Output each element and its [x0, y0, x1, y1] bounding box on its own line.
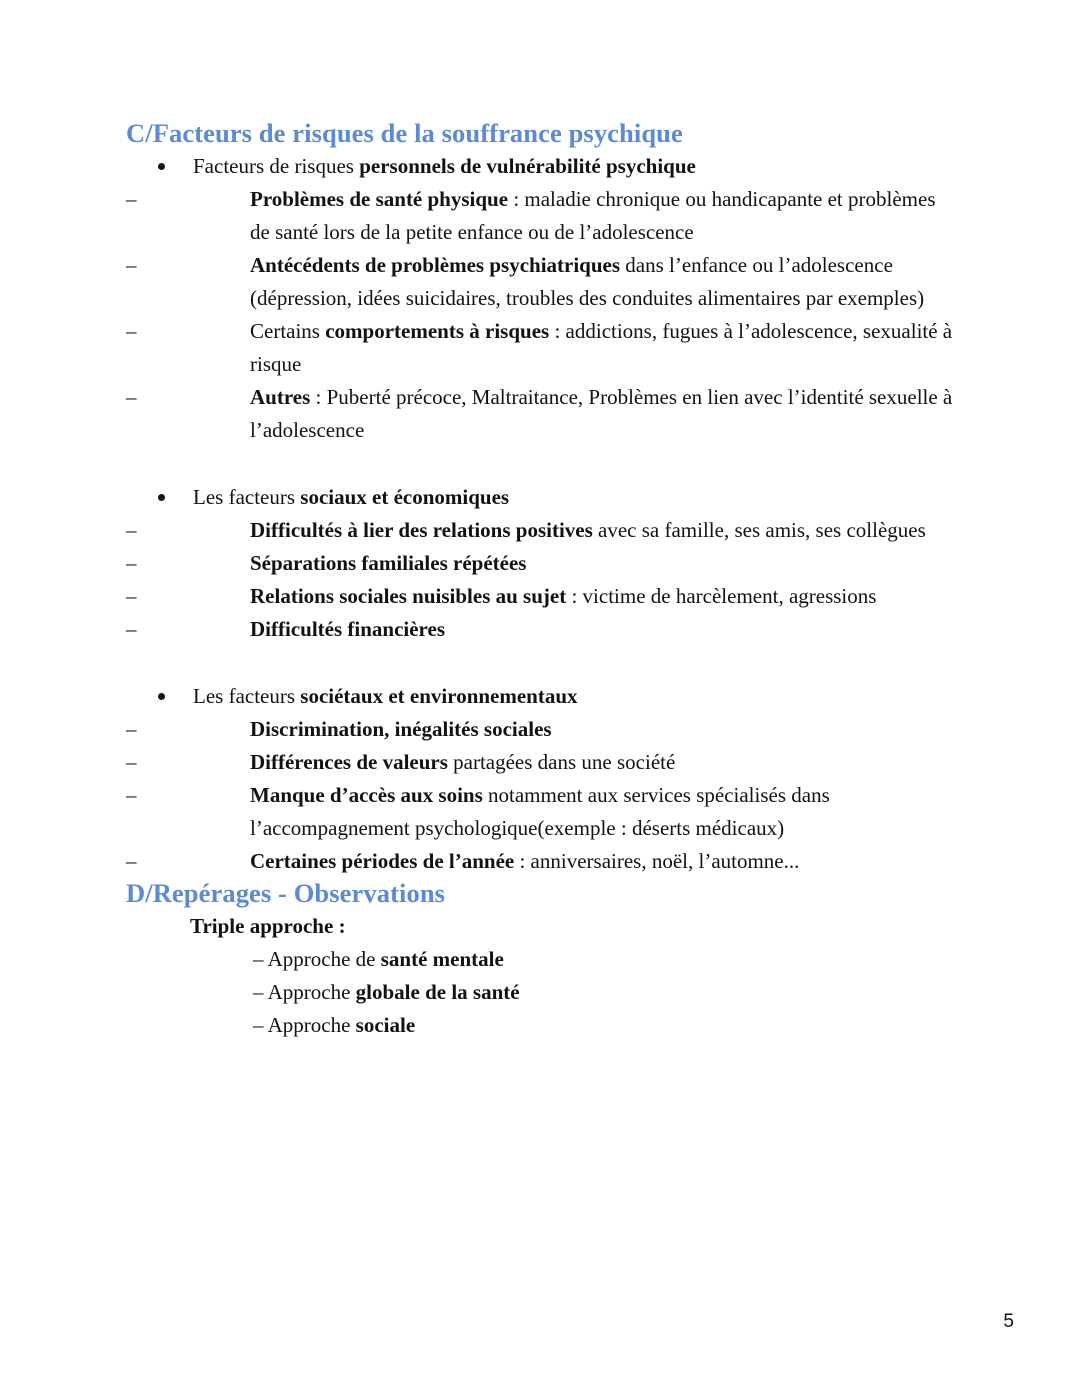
- sub-item-term: Différences de valeurs: [250, 749, 448, 774]
- bullet-group: [126, 481, 954, 646]
- sub-item-list: [126, 183, 954, 447]
- sub-item-dash: [126, 580, 250, 613]
- triple-item-term: santé mentale: [380, 946, 504, 971]
- sub-item-term: Manque d’accès aux soins: [250, 782, 483, 807]
- sub-item-dash-glyph: –: [126, 517, 137, 542]
- triple-approche-item: [190, 976, 954, 1009]
- page-content: [126, 118, 954, 1042]
- bullet-lead-text: Les facteurs: [193, 484, 301, 509]
- sub-item-dash-glyph: –: [126, 616, 137, 641]
- triple-approche-item: [190, 1009, 954, 1042]
- sub-item: [126, 249, 954, 315]
- sub-item-detail: notamment aux services spécialisés dans l’accompagnement psychologique(exemple : déserts médicaux): [250, 782, 830, 840]
- sub-item: [126, 713, 954, 746]
- sub-item-term: Séparations familiales répétées: [250, 550, 527, 575]
- triple-item-dash: –: [253, 946, 264, 971]
- sub-item-dash: [126, 613, 250, 646]
- sub-item-dash: [126, 746, 250, 779]
- sub-item-dash-glyph: –: [126, 252, 137, 277]
- sub-item-term: Relations sociales nuisibles au sujet: [250, 583, 567, 608]
- sub-item-dash-glyph: –: [126, 782, 137, 807]
- section-heading-c: C/Facteurs de risques de la souffrance psychique: [126, 118, 683, 148]
- sub-item-term: comportements à risques: [325, 318, 550, 343]
- sub-item-dash-glyph: –: [126, 186, 137, 211]
- bullet-heading: [126, 150, 954, 183]
- sub-item: [126, 779, 954, 845]
- triple-approche-block: [126, 910, 954, 1042]
- bullet-heading: [126, 680, 954, 713]
- bullet-group: [126, 150, 954, 447]
- bullet-lead-text: Facteurs de risques: [193, 153, 360, 178]
- sub-item: [126, 514, 954, 547]
- sub-item-dash-glyph: –: [126, 716, 137, 741]
- bullet-lead-emphasis: sociaux et économiques: [300, 484, 510, 509]
- triple-approche-item: [190, 943, 954, 976]
- triple-item-dash: –: [253, 1012, 264, 1037]
- sub-item: [126, 547, 954, 580]
- sub-item: [126, 381, 954, 447]
- sub-item-term: Difficultés financières: [250, 616, 445, 641]
- sub-item-dash-glyph: –: [126, 384, 137, 409]
- sub-item: [126, 613, 954, 646]
- sub-item-term: Certaines périodes de l’année: [250, 848, 515, 873]
- sub-item-term: Difficultés à lier des relations positives: [250, 517, 593, 542]
- sub-item-detail: : victime de harcèlement, agressions: [566, 583, 877, 608]
- triple-item-prefix: Approche: [267, 979, 356, 1004]
- sub-item-dash: [126, 514, 250, 547]
- triple-item-prefix: Approche: [267, 1012, 356, 1037]
- sub-item-dash-glyph: –: [126, 550, 137, 575]
- sub-item-list: [126, 713, 954, 878]
- sub-item-detail: avec sa famille, ses amis, ses collègues: [592, 517, 926, 542]
- sub-item-detail: : addictions, fugues à l’adolescence, sexualité à risque: [250, 318, 953, 376]
- triple-approche-title: [190, 910, 954, 943]
- sub-item-list: [126, 514, 954, 646]
- sub-item: [126, 746, 954, 779]
- sub-item-detail: : Puberté précoce, Maltraitance, Problèmes en lien avec l’identité sexuelle à l’adolescence: [250, 384, 953, 442]
- sub-item-dash: [126, 249, 250, 282]
- triple-approche-list: [190, 943, 954, 1042]
- sub-item-dash: [126, 547, 250, 580]
- sub-item-detail: partagées dans une société: [447, 749, 676, 774]
- sub-item-dash: [126, 381, 250, 414]
- sub-item-dash-glyph: –: [126, 318, 137, 343]
- sub-item: [126, 580, 954, 613]
- sub-item-dash: [126, 183, 250, 216]
- bullet-dot-icon: [158, 693, 165, 700]
- sub-item-term: Antécédents de problèmes psychiatriques: [250, 252, 621, 277]
- sub-item-dash-glyph: –: [126, 583, 137, 608]
- bullet-lead-emphasis: personnels de vulnérabilité psychique: [359, 153, 696, 178]
- sub-item-dash: [126, 779, 250, 812]
- bullet-dot-icon: [158, 163, 165, 170]
- sub-item-dash: [126, 845, 250, 878]
- bullet-heading: [126, 481, 954, 514]
- triple-item-term: sociale: [355, 1012, 416, 1037]
- sub-item-detail: dans l’enfance ou l’adolescence (dépression, idées suicidaires, troubles des conduites alimentaires par exemples): [250, 252, 925, 310]
- bullet-lead-text: Les facteurs: [193, 683, 301, 708]
- sub-item-term: Autres: [250, 384, 311, 409]
- sub-item-detail: : maladie chronique ou handicapante et problèmes de santé lors de la petite enfance ou de l’adolescence: [250, 186, 936, 244]
- bullet-lead-emphasis: sociétaux et environnementaux: [300, 683, 578, 708]
- page-number: 5: [1003, 1311, 1014, 1332]
- triple-item-prefix: Approche de: [267, 946, 381, 971]
- risk-factor-bullet-list: [126, 150, 954, 878]
- bullet-dot-icon: [158, 494, 165, 501]
- sub-item-dash: [126, 713, 250, 746]
- sub-item: [126, 315, 954, 381]
- sub-item-term: Problèmes de santé physique: [250, 186, 509, 211]
- sub-item: [126, 183, 954, 249]
- bullet-group: [126, 680, 954, 878]
- section-heading-d: D/Repérages - Observations: [126, 877, 446, 908]
- triple-item-term: globale de la santé: [355, 979, 520, 1004]
- sub-item-dash-glyph: –: [126, 848, 137, 873]
- sub-item-prefix: Certains: [250, 318, 326, 343]
- sub-item-term: Discrimination, inégalités sociales: [250, 716, 552, 741]
- sub-item: [126, 845, 954, 878]
- triple-item-dash: –: [253, 979, 264, 1004]
- sub-item-detail: : anniversaires, noël, l’automne...: [514, 848, 800, 873]
- sub-item-dash: [126, 315, 250, 348]
- triple-approche-title-rest: :: [333, 913, 346, 938]
- triple-approche-title-bold: Triple approche: [190, 913, 334, 938]
- sub-item-dash-glyph: –: [126, 749, 137, 774]
